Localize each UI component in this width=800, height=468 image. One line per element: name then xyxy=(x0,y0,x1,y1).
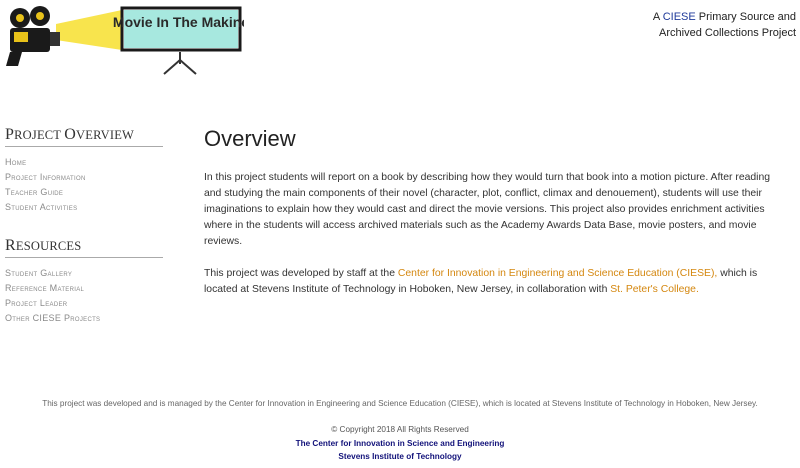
sidebar-link-project-leader[interactable]: Project Leader xyxy=(5,298,68,308)
sidebar-link-other-ciese-projects[interactable]: Other CIESE Projects xyxy=(5,313,101,323)
sidebar-item-student-gallery[interactable] xyxy=(5,266,163,281)
ciese-center-link[interactable]: Center for Innovation in Engineering and Science Education (CIESE), xyxy=(397,268,718,279)
sidebar-link-project-information[interactable]: Project Information xyxy=(5,172,86,182)
sidebar-link-home[interactable]: Home xyxy=(5,157,27,167)
st-peters-college-link[interactable]: St. Peter's College. xyxy=(610,284,699,295)
page-title: Overview xyxy=(204,126,296,151)
sidebar-link-teacher-guide[interactable]: Teacher Guide xyxy=(5,187,64,197)
footer-org-line2: Stevens Institute of Technology xyxy=(338,452,462,461)
sidebar-item-reference-material[interactable] xyxy=(5,281,163,296)
sidebar-link-student-gallery[interactable]: Student Gallery xyxy=(5,268,73,278)
header-line1-rest: Primary Source and xyxy=(695,11,796,23)
header-line2: Archived Collections Project xyxy=(659,27,796,39)
logo-title: Movie In The Makine xyxy=(112,14,244,30)
footer-org-line1: The Center for Innovation in Science and Engineering xyxy=(295,439,505,448)
footer-organization xyxy=(0,437,800,463)
sidebar-list-resources xyxy=(5,266,163,326)
footer-note: This project was developed and is managed by the Center for Innovation in Engineering and Science Education (CIESE), which is located at Stevens Institute of Technology in Hoboken, New Jersey. xyxy=(42,399,758,408)
site-logo[interactable] xyxy=(4,4,244,76)
credits-paragraph: This project was developed by staff at the Center for Innovation in Engineering and Science Education (CIESE), which is located at Stevens Institute of Technology in Hoboken, New Jersey, in collaboration with St. Peter's College. xyxy=(204,268,758,295)
sidebar-list-overview xyxy=(5,155,163,215)
header-prefix: A xyxy=(652,11,663,23)
sidebar xyxy=(5,126,163,348)
sidebar-item-student-activities[interactable] xyxy=(5,200,163,215)
sidebar-item-teacher-guide[interactable] xyxy=(5,185,163,200)
sidebar-heading-project-overview: PROJECT OVERVIEW xyxy=(5,126,163,147)
movie-camera-logo-icon xyxy=(4,4,244,76)
sidebar-item-home[interactable] xyxy=(5,155,163,170)
sidebar-item-other-ciese-projects[interactable] xyxy=(5,311,163,326)
sidebar-item-project-information[interactable] xyxy=(5,170,163,185)
main-content xyxy=(204,126,790,314)
header-tagline xyxy=(556,9,796,41)
copyright-text: © Copyright 2018 All Rights Reserved xyxy=(331,425,469,434)
ciese-link[interactable]: CIESE xyxy=(662,11,696,23)
sidebar-heading-resources: RESOURCES xyxy=(5,237,163,258)
overview-paragraph: In this project students will report on a book by describing how they would turn that book into a motion picture. After reading and studying the main components of their novel (character, plot, conflict, climax and denouement), students will use their imaginations to explain how they would cast and direct the movie versions. This project also provides enrichment activities where in the students will access archived materials such as the Academy Awards Data Base, movie posters, and movie reviews. xyxy=(204,172,771,247)
sidebar-link-student-activities[interactable]: Student Activities xyxy=(5,202,78,212)
sidebar-item-project-leader[interactable] xyxy=(5,296,163,311)
sidebar-link-reference-material[interactable]: Reference Material xyxy=(5,283,85,293)
